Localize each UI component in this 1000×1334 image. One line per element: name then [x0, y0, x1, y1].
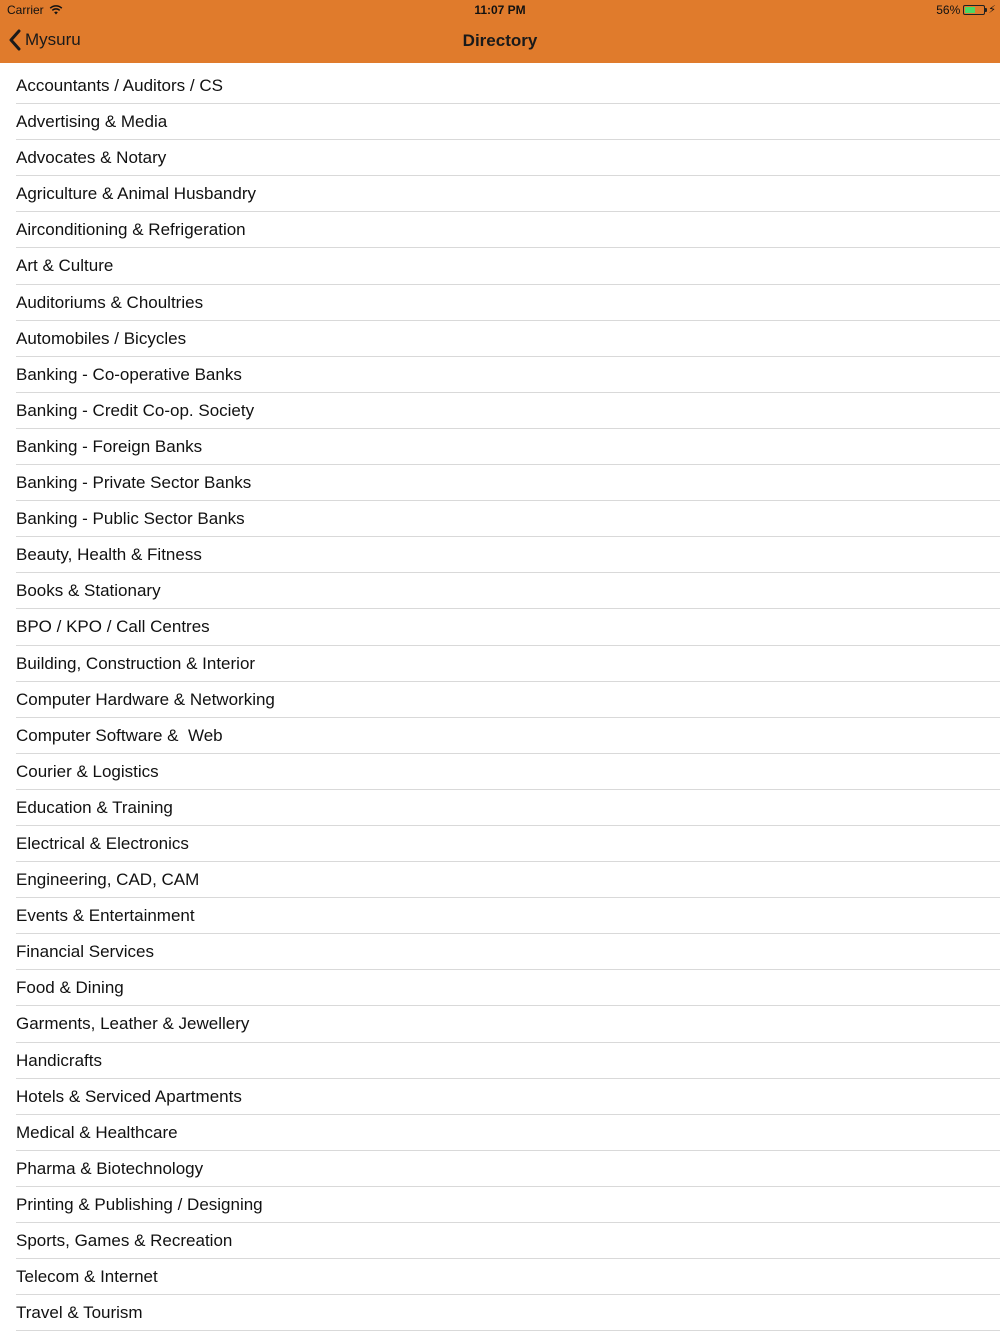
- list-item[interactable]: [0, 357, 1000, 393]
- list-item[interactable]: [0, 573, 1000, 609]
- list-item-label: Banking - Foreign Banks: [16, 436, 203, 456]
- list-item-label: Medical & Healthcare: [16, 1122, 178, 1142]
- list-item[interactable]: [0, 393, 1000, 429]
- list-item[interactable]: [0, 826, 1000, 862]
- header: [0, 0, 1000, 63]
- list-item[interactable]: [0, 248, 1000, 284]
- list-item[interactable]: [0, 1115, 1000, 1151]
- list-item-label: Handicrafts: [16, 1050, 102, 1070]
- list-item-label: Hotels & Serviced Apartments: [16, 1086, 242, 1106]
- battery-icon: [963, 5, 985, 15]
- carrier-label: Carrier: [7, 3, 44, 17]
- list-item[interactable]: [0, 1187, 1000, 1223]
- directory-list: [0, 68, 1000, 1331]
- list-item-label: Printing & Publishing / Designing: [16, 1194, 263, 1214]
- list-item[interactable]: [0, 321, 1000, 357]
- list-item-label: Automobiles / Bicycles: [16, 328, 187, 348]
- status-bar: [0, 0, 1000, 20]
- list-item[interactable]: [0, 934, 1000, 970]
- list-item[interactable]: [0, 1295, 1000, 1331]
- battery-level: [965, 7, 975, 13]
- list-item-label: Sports, Games & Recreation: [16, 1231, 233, 1250]
- list-item-label: Beauty, Health & Fitness: [16, 545, 202, 565]
- list-item[interactable]: [0, 1079, 1000, 1115]
- list-item[interactable]: [0, 682, 1000, 718]
- list-item-label: Telecom & Internet: [16, 1267, 158, 1287]
- list-item-label: Education & Training: [16, 797, 173, 817]
- list-item-label: Pharma & Biotechnology: [16, 1158, 204, 1178]
- list-item-label: Advertising & Media: [16, 112, 168, 132]
- battery-percent: 56%: [936, 3, 961, 17]
- list-item-label: Banking - Co-operative Banks: [16, 364, 242, 384]
- list-item[interactable]: [0, 1223, 1000, 1259]
- list-item-label: Accountants / Auditors / CS: [16, 76, 223, 95]
- list-item-label: Electrical & Electronics: [16, 833, 189, 853]
- list-item-label: Courier & Logistics: [16, 761, 159, 781]
- list-item-label: Engineering, CAD, CAM: [16, 870, 200, 890]
- status-right: [936, 3, 996, 17]
- list-item-label: Books & Stationary: [16, 581, 161, 601]
- list-item-label: Garments, Leather & Jewellery: [16, 1014, 250, 1034]
- list-item-label: Building, Construction & Interior: [16, 653, 256, 673]
- list-item-label: BPO / KPO / Call Centres: [16, 617, 210, 637]
- list-item[interactable]: [0, 718, 1000, 754]
- list-item-label: Auditoriums & Choultries: [16, 292, 204, 312]
- list-item[interactable]: [0, 140, 1000, 176]
- list-item-label: Advocates & Notary: [16, 148, 167, 168]
- list-item-label: Travel & Tourism: [16, 1303, 143, 1323]
- list-item-label: Financial Services: [16, 942, 154, 962]
- list-item-label: Computer Software & Web: [16, 725, 223, 745]
- list-item[interactable]: [0, 1151, 1000, 1187]
- list-item-label: Banking - Private Sector Banks: [16, 473, 252, 493]
- list-item[interactable]: [0, 1043, 1000, 1079]
- list-item[interactable]: [0, 465, 1000, 501]
- list-item[interactable]: [0, 754, 1000, 790]
- charging-bolt-icon: ⚡︎: [988, 4, 996, 16]
- list-item-label: Art & Culture: [16, 256, 114, 276]
- back-label: Mysuru: [25, 30, 81, 49]
- list-item[interactable]: [0, 176, 1000, 212]
- list-item[interactable]: [0, 898, 1000, 934]
- list-item-label: Events & Entertainment: [16, 906, 195, 926]
- list-item[interactable]: [0, 501, 1000, 537]
- list-item[interactable]: [0, 1006, 1000, 1042]
- list-item[interactable]: [0, 68, 1000, 104]
- list-item-label: Computer Hardware & Networking: [16, 689, 275, 709]
- list-item[interactable]: [0, 646, 1000, 682]
- list-item[interactable]: [0, 429, 1000, 465]
- nav-bar: [0, 20, 1000, 63]
- list-item[interactable]: [0, 970, 1000, 1006]
- list-item-label: Airconditioning & Refrigeration: [16, 220, 246, 240]
- list-item-label: Banking - Credit Co-op. Society: [16, 400, 255, 420]
- page-title: Directory: [462, 31, 538, 50]
- list-item[interactable]: [0, 1259, 1000, 1295]
- list-item[interactable]: [0, 862, 1000, 898]
- list-item-label: Banking - Public Sector Banks: [16, 509, 245, 529]
- list-item[interactable]: [0, 104, 1000, 140]
- list-item[interactable]: [0, 609, 1000, 645]
- status-time: 11:07 PM: [474, 3, 526, 17]
- list-item[interactable]: [0, 537, 1000, 573]
- list-item-label: Agriculture & Animal Husbandry: [16, 184, 257, 204]
- list-item[interactable]: [0, 790, 1000, 826]
- list-item[interactable]: [0, 212, 1000, 248]
- list-item-label: Food & Dining: [16, 978, 124, 998]
- list-item[interactable]: [0, 285, 1000, 321]
